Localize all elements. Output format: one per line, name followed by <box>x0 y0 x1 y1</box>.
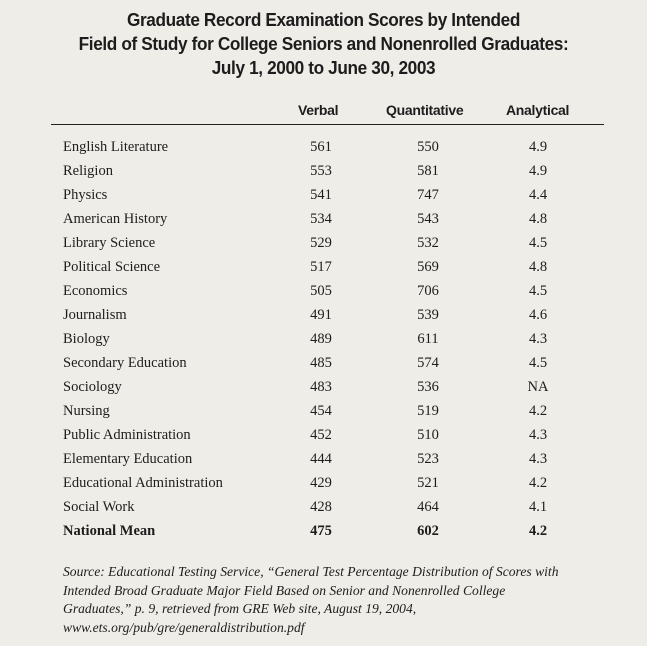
verbal-score: 489 <box>310 331 332 347</box>
verbal-score: 517 <box>310 259 332 275</box>
verbal-score: 561 <box>310 139 332 155</box>
analytical-score: 4.4 <box>528 187 548 203</box>
source-line-1: Source: Educational Testing Service, “General Test Percentage Distribution of Scores with <box>63 564 559 579</box>
table-row <box>0 279 647 303</box>
field-name: Political Science <box>63 259 161 275</box>
table-title <box>23 8 625 80</box>
quantitative-score: 574 <box>417 355 439 371</box>
column-header-quantitative: Quantitative <box>386 102 464 118</box>
field-name: Social Work <box>63 499 135 515</box>
analytical-score: 4.9 <box>528 139 548 155</box>
table-row <box>0 399 647 423</box>
title-line-1: Graduate Record Examination Scores by Intended <box>126 9 521 30</box>
verbal-score: 553 <box>310 163 332 179</box>
field-name: Sociology <box>63 379 122 395</box>
quantitative-score: 536 <box>417 379 439 395</box>
verbal-score: 429 <box>310 475 332 491</box>
field-name: American History <box>63 211 168 227</box>
analytical-score: 4.1 <box>528 499 548 515</box>
quantitative-score: 519 <box>417 403 439 419</box>
quantitative-score: 539 <box>417 307 439 323</box>
source-line-2: Intended Broad Graduate Major Field Based on Senior and Nonenrolled College <box>63 582 506 598</box>
verbal-score: 541 <box>310 187 332 203</box>
table-row <box>0 231 647 255</box>
field-name: National Mean <box>63 523 156 539</box>
table-row <box>0 159 647 183</box>
analytical-score: 4.3 <box>528 451 548 467</box>
table-row <box>0 207 647 231</box>
quantitative-score: 706 <box>417 283 439 299</box>
quantitative-score: 602 <box>417 523 439 539</box>
analytical-score: 4.8 <box>528 259 548 275</box>
quantitative-score: 611 <box>417 331 439 347</box>
table-body <box>0 135 647 543</box>
quantitative-score: 523 <box>417 451 439 467</box>
analytical-score: 4.2 <box>528 523 548 539</box>
source-note <box>63 563 623 637</box>
verbal-score: 475 <box>310 523 332 539</box>
title-line-2: Field of Study for College Seniors and Nonenrolled Graduates: <box>78 33 569 54</box>
analytical-score: NA <box>527 379 549 395</box>
verbal-score: 491 <box>310 307 332 323</box>
table-row <box>0 351 647 375</box>
quantitative-score: 543 <box>417 211 439 227</box>
header-divider <box>51 124 604 125</box>
table-row <box>0 255 647 279</box>
verbal-score: 483 <box>310 379 332 395</box>
source-url: www.ets.org/pub/gre/generaldistribution.pdf <box>63 619 305 635</box>
table-row <box>0 303 647 327</box>
table-row <box>0 423 647 447</box>
title-line-3: July 1, 2000 to June 30, 2003 <box>211 57 436 78</box>
field-name: Library Science <box>63 235 156 251</box>
quantitative-score: 510 <box>417 427 439 443</box>
analytical-score: 4.3 <box>528 331 548 347</box>
verbal-score: 428 <box>310 499 332 515</box>
field-name: Physics <box>63 187 108 203</box>
verbal-score: 454 <box>310 403 332 419</box>
verbal-score: 485 <box>310 355 332 371</box>
analytical-score: 4.3 <box>528 427 548 443</box>
verbal-score: 534 <box>310 211 332 227</box>
verbal-score: 444 <box>310 451 332 467</box>
field-name: Elementary Education <box>63 451 193 467</box>
column-header-verbal: Verbal <box>298 102 339 118</box>
analytical-score: 4.6 <box>528 307 548 323</box>
quantitative-score: 550 <box>417 139 439 155</box>
quantitative-score: 532 <box>417 235 439 251</box>
analytical-score: 4.8 <box>528 211 548 227</box>
field-name: Economics <box>63 283 128 299</box>
verbal-score: 452 <box>310 427 332 443</box>
analytical-score: 4.2 <box>528 475 548 491</box>
verbal-score: 529 <box>310 235 332 251</box>
field-name: Biology <box>63 331 110 347</box>
quantitative-score: 569 <box>417 259 439 275</box>
table-row <box>0 495 647 519</box>
column-header-analytical: Analytical <box>506 102 570 118</box>
quantitative-score: 521 <box>417 475 439 491</box>
source-line-3: Graduates,” p. 9, retrieved from GRE Web site, August 19, 2004, <box>63 601 417 616</box>
analytical-score: 4.9 <box>528 163 548 179</box>
analytical-score: 4.5 <box>528 355 548 371</box>
analytical-score: 4.5 <box>528 283 548 299</box>
quantitative-score: 747 <box>417 187 439 203</box>
analytical-score: 4.5 <box>528 235 548 251</box>
national-mean-row <box>0 519 647 543</box>
table-row <box>0 135 647 159</box>
table-row <box>0 447 647 471</box>
field-name: Journalism <box>63 307 127 323</box>
verbal-score: 505 <box>310 283 332 299</box>
field-name: Religion <box>63 163 113 179</box>
field-name: Secondary Education <box>63 355 187 371</box>
quantitative-score: 581 <box>417 163 439 179</box>
analytical-score: 4.2 <box>528 403 548 419</box>
table-row <box>0 471 647 495</box>
table-row <box>0 375 647 399</box>
table-row <box>0 327 647 351</box>
field-name: English Literature <box>63 139 169 155</box>
field-name: Educational Administration <box>63 475 223 491</box>
field-name: Nursing <box>63 403 110 419</box>
field-name: Public Administration <box>63 427 191 443</box>
table-row <box>0 183 647 207</box>
quantitative-score: 464 <box>417 499 439 515</box>
